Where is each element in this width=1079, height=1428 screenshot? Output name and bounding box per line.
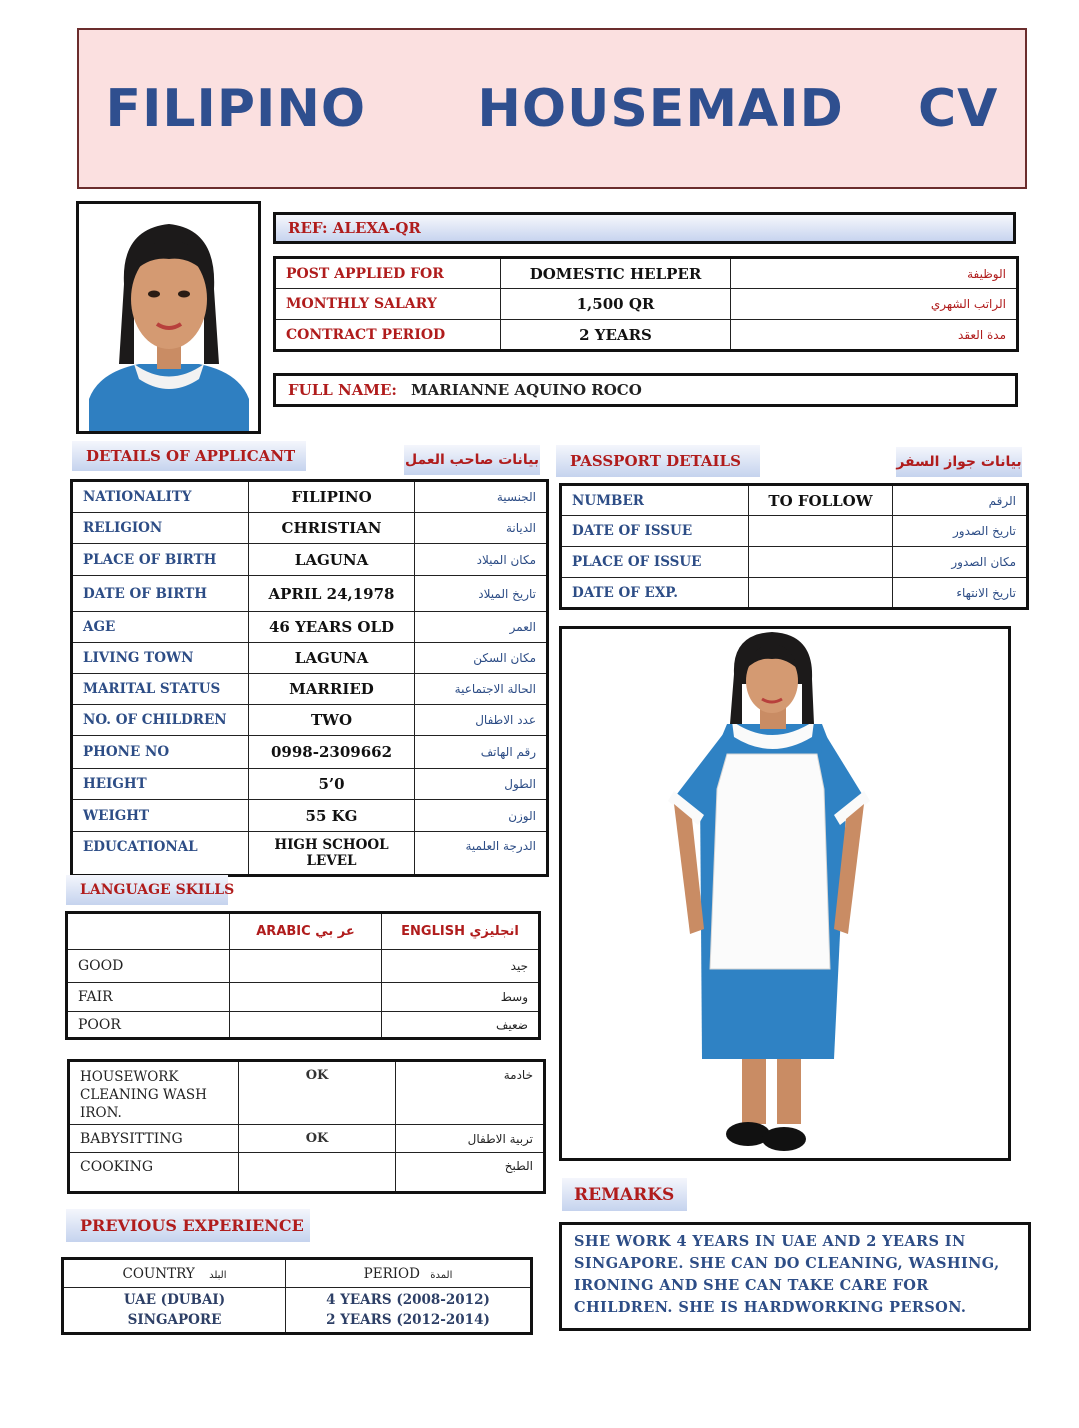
passport-header: PASSPORT DETAILS — [556, 445, 760, 477]
table-row — [72, 544, 548, 576]
headshot-photo — [76, 201, 261, 434]
table-row — [72, 513, 548, 544]
table-row — [72, 643, 548, 674]
language-level-label: FAIR — [67, 983, 230, 1012]
language-corner-cell — [67, 913, 230, 950]
detail-value: LAGUNA — [249, 544, 415, 576]
experience-col-country — [63, 1259, 286, 1288]
detail-label: NO. OF CHILDREN — [72, 705, 249, 736]
experience-col-period-arabic: المدة — [430, 1269, 453, 1281]
passport-header-arabic: بيانات جواز السفر — [896, 447, 1022, 477]
experience-col-country-label: COUNTRY — [122, 1265, 195, 1282]
passport-value — [749, 547, 893, 578]
table-row — [561, 485, 1028, 516]
detail-value: MARRIED — [249, 674, 415, 705]
table-row — [72, 576, 548, 612]
passport-label: NUMBER — [561, 485, 749, 516]
detail-value: FILIPINO — [249, 481, 415, 513]
detail-arabic: مكان السكن — [415, 643, 548, 674]
table-row — [72, 832, 548, 876]
detail-value: 46 YEARS OLD — [249, 612, 415, 643]
detail-label: PHONE NO — [72, 736, 249, 769]
table-row — [67, 983, 540, 1012]
passport-label: DATE OF EXP. — [561, 578, 749, 609]
detail-arabic: الطول — [415, 769, 548, 800]
full-name-bar — [273, 373, 1018, 407]
skill-arabic: الطبخ — [396, 1153, 545, 1193]
skill-label: HOUSEWORK CLEANING WASH IRON. — [69, 1061, 239, 1125]
table-row — [67, 950, 540, 983]
detail-value: 5’0 — [249, 769, 415, 800]
details-header-arabic: بيانات صاحب العمل — [404, 445, 540, 475]
detail-arabic: الديانة — [415, 513, 548, 544]
passport-value — [749, 516, 893, 547]
detail-value: TWO — [249, 705, 415, 736]
skill-arabic: خادمة — [396, 1061, 545, 1125]
applicant-details-table — [70, 479, 549, 877]
table-row — [72, 800, 548, 832]
post-label: POST APPLIED FOR — [275, 258, 501, 289]
table-row — [72, 769, 548, 800]
detail-value: LAGUNA — [249, 643, 415, 674]
job-offer-table — [273, 256, 1019, 352]
salary-arabic: الراتب الشهري — [731, 289, 1018, 320]
detail-label: PLACE OF BIRTH — [72, 544, 249, 576]
language-arabic-cell — [230, 950, 382, 983]
experience-col-period-label: PERIOD — [363, 1265, 420, 1282]
detail-arabic: الوزن — [415, 800, 548, 832]
reference-bar — [273, 212, 1016, 244]
table-row — [67, 913, 540, 950]
detail-label: AGE — [72, 612, 249, 643]
table-row — [72, 705, 548, 736]
detail-value: 0998-2309662 — [249, 736, 415, 769]
headshot-portrait-icon — [79, 204, 258, 431]
detail-value: APRIL 24,1978 — [249, 576, 415, 612]
reference-code: REF: ALEXA-QR — [288, 219, 421, 237]
detail-value: HIGH SCHOOL LEVEL — [249, 832, 415, 876]
page-title: FILIPINO HOUSEMAID CV — [105, 78, 999, 139]
full-body-figure-icon — [562, 629, 1008, 1158]
language-level-arabic: وسط — [382, 983, 540, 1012]
passport-arabic: تاريخ الصدور — [893, 516, 1028, 547]
table-row — [275, 320, 1018, 351]
table-row — [63, 1259, 532, 1288]
table-row — [69, 1125, 545, 1153]
experience-col-country-arabic: البلد — [209, 1269, 227, 1281]
experience-col-period — [286, 1259, 532, 1288]
detail-arabic: مكان الميلاد — [415, 544, 548, 576]
detail-label: DATE OF BIRTH — [72, 576, 249, 612]
detail-arabic: عدد الاطفال — [415, 705, 548, 736]
contract-value: 2 YEARS — [501, 320, 731, 351]
details-header: DETAILS OF APPLICANT — [72, 441, 306, 471]
language-level-arabic: ضعيف — [382, 1012, 540, 1039]
language-header: LANGUAGE SKILLS — [66, 875, 228, 905]
skill-arabic: تربية الاطفال — [396, 1125, 545, 1153]
detail-arabic: الدرجة العلمية — [415, 832, 548, 876]
detail-arabic: العمر — [415, 612, 548, 643]
table-row — [561, 547, 1028, 578]
passport-arabic: تاريخ الانتهاء — [893, 578, 1028, 609]
table-row — [72, 612, 548, 643]
passport-label: DATE OF ISSUE — [561, 516, 749, 547]
full-name-label: FULL NAME: — [288, 381, 397, 399]
detail-arabic: الحالة الاجتماعية — [415, 674, 548, 705]
detail-arabic: رقم الهاتف — [415, 736, 548, 769]
passport-table — [559, 483, 1029, 610]
passport-arabic: الرقم — [893, 485, 1028, 516]
passport-value — [749, 578, 893, 609]
skill-value: OK — [239, 1125, 396, 1153]
table-row — [275, 258, 1018, 289]
detail-arabic: تاريخ الميلاد — [415, 576, 548, 612]
title-banner — [77, 28, 1027, 189]
table-row — [72, 736, 548, 769]
table-row — [72, 481, 548, 513]
language-level-label: POOR — [67, 1012, 230, 1039]
post-arabic: الوظيفة — [731, 258, 1018, 289]
detail-label: HEIGHT — [72, 769, 249, 800]
remarks-header: REMARKS — [562, 1178, 687, 1211]
contract-arabic: مدة العقد — [731, 320, 1018, 351]
skill-value — [239, 1153, 396, 1193]
table-row — [69, 1061, 545, 1125]
full-body-photo — [559, 626, 1011, 1161]
table-row — [275, 289, 1018, 320]
full-name-value: MARIANNE AQUINO ROCO — [410, 381, 642, 399]
detail-label: NATIONALITY — [72, 481, 249, 513]
table-row — [63, 1288, 532, 1334]
detail-value: CHRISTIAN — [249, 513, 415, 544]
language-level-label: GOOD — [67, 950, 230, 983]
skill-label: BABYSITTING — [69, 1125, 239, 1153]
detail-label: RELIGION — [72, 513, 249, 544]
table-row — [67, 1012, 540, 1039]
table-row — [69, 1153, 545, 1193]
detail-label: EDUCATIONAL — [72, 832, 249, 876]
detail-label: LIVING TOWN — [72, 643, 249, 674]
experience-header: PREVIOUS EXPERIENCE — [66, 1209, 310, 1242]
detail-label: MARITAL STATUS — [72, 674, 249, 705]
skill-value: OK — [239, 1061, 396, 1125]
passport-label: PLACE OF ISSUE — [561, 547, 749, 578]
post-value: DOMESTIC HELPER — [501, 258, 731, 289]
skill-label: COOKING — [69, 1153, 239, 1193]
experience-countries: UAE (DUBAI) SINGAPORE — [63, 1288, 286, 1334]
language-arabic-cell — [230, 983, 382, 1012]
remarks-text: SHE WORK 4 YEARS IN UAE AND 2 YEARS IN SINGAPORE. SHE CAN DO CLEANING, WASHING, IRONING AND SHE CAN TAKE CARE FOR CHILDREN. SHE IS HARDWORKING PERSON. — [559, 1222, 1031, 1331]
passport-arabic: مكان الصدور — [893, 547, 1028, 578]
table-row — [561, 578, 1028, 609]
experience-table — [61, 1257, 533, 1335]
language-col-english: ENGLISH انجليزي — [382, 913, 540, 950]
table-row — [72, 674, 548, 705]
language-col-arabic: ARABIC عر بي — [230, 913, 382, 950]
passport-value: TO FOLLOW — [749, 485, 893, 516]
detail-value: 55 KG — [249, 800, 415, 832]
detail-arabic: الجنسية — [415, 481, 548, 513]
contract-label: CONTRACT PERIOD — [275, 320, 501, 351]
table-row — [561, 516, 1028, 547]
language-level-arabic: جيد — [382, 950, 540, 983]
experience-periods: 4 YEARS (2008-2012) 2 YEARS (2012-2014) — [286, 1288, 532, 1334]
language-skills-table — [65, 911, 541, 1040]
work-skills-table — [67, 1059, 546, 1194]
salary-value: 1,500 QR — [501, 289, 731, 320]
salary-label: MONTHLY SALARY — [275, 289, 501, 320]
language-arabic-cell — [230, 1012, 382, 1039]
detail-label: WEIGHT — [72, 800, 249, 832]
